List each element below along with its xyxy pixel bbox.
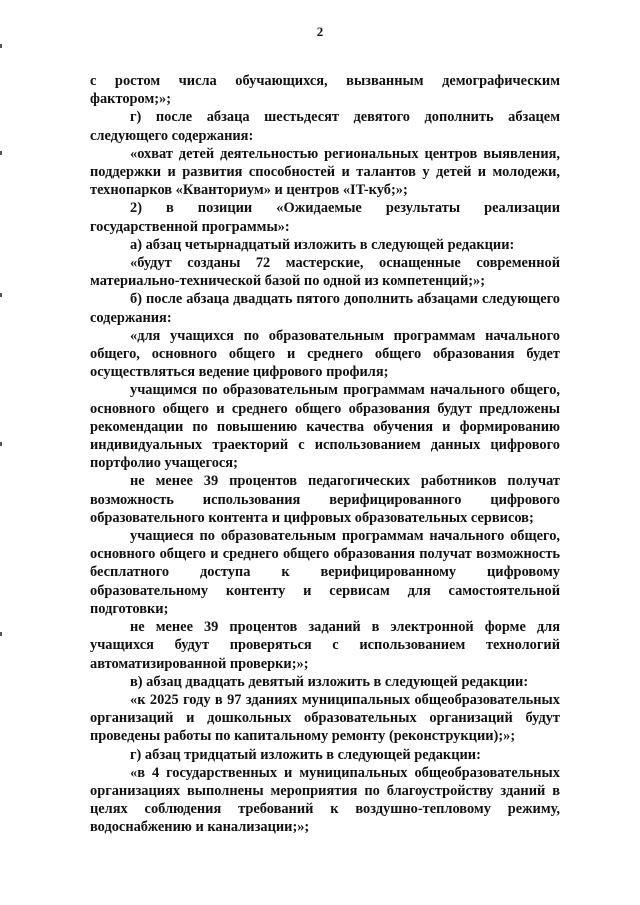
- paragraph: 2) в позиции «Ожидаемые результаты реализации государственной программы»:: [90, 200, 560, 235]
- paragraph: не менее 39 процентов заданий в электронной форме для учащихся будут проверяться с использованием технологий автоматизированной проверки;»;: [90, 619, 560, 672]
- scan-mark: [0, 632, 2, 636]
- document-body: [90, 72, 560, 837]
- paragraph: г) после абзаца шестьдесят девятого дополнить абзацем следующего содержания:: [90, 109, 560, 144]
- scan-mark: [0, 151, 2, 155]
- paragraph: не менее 39 процентов педагогических работников получат возможность использования верифицированного цифрового образовательного контента и цифровых образовательных сервисов;: [90, 473, 560, 526]
- paragraph: «к 2025 году в 97 зданиях муниципальных общеобразовательных организаций и дошкольных образовательных организаций будут проведены работы по капитальному ремонту (реконструкции);»;: [90, 691, 560, 745]
- paragraph: «в 4 государственных и муниципальных общеобразовательных организациях выполнены мероприятия по благоустройству зданий в целях соблюдения требований к воздушно-тепловому режиму, водоснабжению и канализации;»;: [90, 764, 560, 836]
- page-number: 2: [316, 24, 324, 39]
- scan-mark: [0, 442, 2, 446]
- paragraph: г) абзац тридцатый изложить в следующей редакции:: [130, 746, 481, 763]
- scan-mark: [0, 44, 2, 48]
- paragraph: б) после абзаца двадцать пятого дополнить абзацами следующего содержания:: [90, 291, 560, 326]
- paragraph: в) абзац двадцать девятый изложить в следующей редакции:: [130, 673, 529, 690]
- paragraph: учащиеся по образовательным программам начального общего, основного общего и среднего общего образования получат возможность бесплатного доступа к верифицированному цифровому образовательному контенту и сервисам для самостоятельной подготовки;: [90, 528, 560, 617]
- paragraph: с ростом числа обучающихся, вызванным демографическим фактором;»;: [90, 73, 560, 108]
- paragraph: «для учащихся по образовательным программам начального общего, основного общего и среднего общего образования будет осуществляться ведение цифрового профиля;: [90, 327, 560, 381]
- paragraph: «будут созданы 72 мастерские, оснащенные современной материально-технической базой по одной из компетенций;»;: [90, 255, 560, 290]
- scan-mark: [0, 293, 2, 297]
- paragraph: «охват детей деятельностью региональных центров выявления, поддержки и развития способностей и талантов у детей и молодежи, технопарков «Кванториум» и центров «IT-куб;»;: [90, 145, 560, 199]
- paragraph: учащимся по образовательным программам начального общего, основного общего и среднего общего образования будут предложены рекомендации по повышению качества обучения и формированию индивидуальных траекторий с использованием данных цифрового портфолио учащегося;: [90, 382, 560, 472]
- paragraph: а) абзац четырнадцатый изложить в следующей редакции:: [130, 236, 515, 253]
